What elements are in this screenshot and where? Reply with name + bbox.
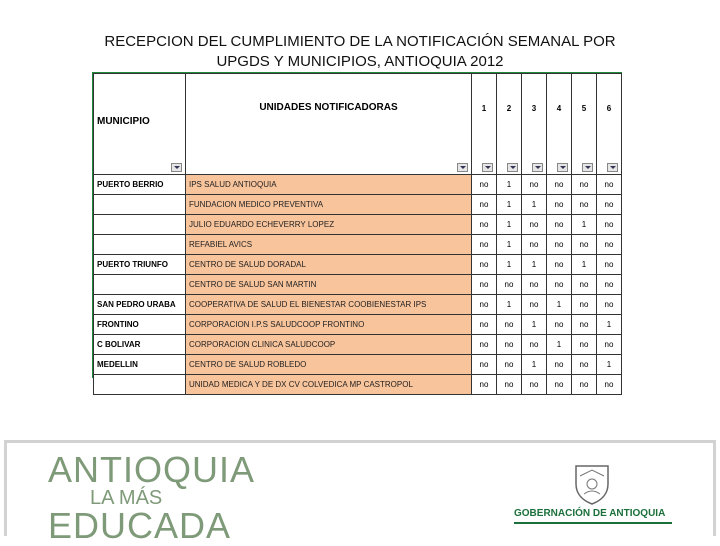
week-label: 5	[581, 104, 587, 113]
header-week-3	[522, 74, 547, 175]
filter-active-icon[interactable]	[457, 163, 468, 172]
filter-dropdown-icon[interactable]	[607, 163, 618, 172]
unidad-cell: JULIO EDUARDO ECHEVERRY LOPEZ	[186, 215, 472, 235]
week-value-cell: no	[522, 275, 547, 295]
header-unidades	[186, 74, 472, 175]
week-value-cell: 1	[572, 255, 597, 275]
week-value-cell: no	[547, 195, 572, 215]
week-value-cell: no	[472, 195, 497, 215]
filter-dropdown-icon[interactable]	[171, 163, 182, 172]
week-value-cell: no	[522, 235, 547, 255]
filter-dropdown-icon[interactable]	[557, 163, 568, 172]
week-value-cell: no	[547, 235, 572, 255]
week-value-cell: no	[522, 375, 547, 395]
header-row	[94, 74, 622, 175]
week-value-cell: 1	[597, 355, 622, 375]
week-value-cell: no	[497, 315, 522, 335]
unidad-cell: CENTRO DE SALUD ROBLEDO	[186, 355, 472, 375]
municipio-cell: C BOLIVAR	[94, 335, 186, 355]
week-value-cell: no	[522, 175, 547, 195]
week-value-cell: 1	[497, 215, 522, 235]
unidad-cell: REFABIEL AVICS	[186, 235, 472, 255]
unidad-cell: CORPORACION CLINICA SALUDCOOP	[186, 335, 472, 355]
municipio-cell	[94, 275, 186, 295]
week-value-cell: no	[572, 195, 597, 215]
week-label: 1	[481, 104, 487, 113]
filter-dropdown-icon[interactable]	[582, 163, 593, 172]
week-value-cell: no	[547, 215, 572, 235]
municipio-cell	[94, 195, 186, 215]
week-value-cell: no	[572, 275, 597, 295]
week-value-cell: no	[572, 335, 597, 355]
table-row	[94, 175, 622, 195]
week-label: 6	[606, 104, 612, 113]
table-row	[94, 355, 622, 375]
table-row	[94, 215, 622, 235]
unidad-cell: CORPORACION I.P.S SALUDCOOP FRONTINO	[186, 315, 472, 335]
slide-title	[60, 32, 660, 72]
table-row	[94, 335, 622, 355]
header-municipio-label: MUNICIPIO	[97, 116, 150, 127]
table-row	[94, 235, 622, 255]
week-value-cell: 1	[497, 175, 522, 195]
week-value-cell: no	[572, 175, 597, 195]
week-value-cell: no	[497, 335, 522, 355]
table-row	[94, 275, 622, 295]
municipio-cell: PUERTO BERRIO	[94, 175, 186, 195]
unidad-cell: IPS SALUD ANTIOQUIA	[186, 175, 472, 195]
slide-title-line-2: UPGDS Y MUNICIPIOS, ANTIOQUIA 2012	[216, 53, 504, 70]
coat-of-arms-icon	[572, 462, 612, 506]
week-value-cell: no	[522, 215, 547, 235]
header-week-4	[547, 74, 572, 175]
week-label: 4	[556, 104, 562, 113]
week-value-cell: 1	[497, 255, 522, 275]
week-value-cell: no	[497, 375, 522, 395]
header-unidades-label: UNIDADES NOTIFICADORAS	[259, 102, 398, 113]
week-value-cell: no	[547, 175, 572, 195]
header-week-2	[497, 74, 522, 175]
week-value-cell: 1	[572, 215, 597, 235]
municipio-cell: SAN PEDRO URABA	[94, 295, 186, 315]
municipio-cell	[94, 375, 186, 395]
week-value-cell: no	[522, 335, 547, 355]
table-row	[94, 295, 622, 315]
week-value-cell: no	[547, 355, 572, 375]
gobernacion-label: GOBERNACIÓN DE ANTIOQUIA	[514, 508, 666, 519]
week-value-cell: no	[597, 235, 622, 255]
table-row	[94, 375, 622, 395]
week-value-cell: 1	[522, 355, 547, 375]
table-row	[94, 195, 622, 215]
unidad-cell: UNIDAD MEDICA Y DE DX CV COLVEDICA MP CASTROPOL	[186, 375, 472, 395]
municipio-cell: FRONTINO	[94, 315, 186, 335]
week-value-cell: no	[472, 235, 497, 255]
week-value-cell: no	[472, 175, 497, 195]
table-row	[94, 255, 622, 275]
slide-title-line-1: RECEPCION DEL CUMPLIMIENTO DE LA NOTIFICACIÓN SEMANAL POR	[104, 33, 616, 50]
logo-line-3: EDUCADA	[48, 505, 232, 546]
week-value-cell: no	[547, 275, 572, 295]
gobernacion-underline	[514, 522, 672, 524]
week-value-cell: no	[597, 255, 622, 275]
week-value-cell: no	[597, 295, 622, 315]
week-value-cell: no	[472, 275, 497, 295]
week-value-cell: 1	[522, 195, 547, 215]
logo-line-2: LA MÁS	[90, 487, 163, 509]
week-value-cell: no	[572, 295, 597, 315]
week-value-cell: no	[472, 215, 497, 235]
week-value-cell: no	[472, 375, 497, 395]
week-value-cell: no	[597, 275, 622, 295]
week-value-cell: no	[597, 335, 622, 355]
table-body	[94, 74, 622, 395]
week-value-cell: no	[547, 315, 572, 335]
table-row	[94, 315, 622, 335]
week-value-cell: no	[472, 255, 497, 275]
week-value-cell: no	[472, 315, 497, 335]
unidad-cell: COOPERATIVA DE SALUD EL BIENESTAR COOBIENESTAR IPS	[186, 295, 472, 315]
week-label: 2	[506, 104, 512, 113]
logo-line-1: ANTIOQUIA	[48, 449, 256, 490]
week-value-cell: 1	[547, 295, 572, 315]
filter-dropdown-icon[interactable]	[532, 163, 543, 172]
notification-table	[93, 73, 622, 395]
week-value-cell: no	[572, 375, 597, 395]
week-value-cell: no	[497, 355, 522, 375]
notification-table-sheet	[92, 72, 622, 389]
week-value-cell: 1	[497, 295, 522, 315]
unidad-cell: CENTRO DE SALUD SAN MARTIN	[186, 275, 472, 295]
week-value-cell: no	[472, 295, 497, 315]
week-value-cell: no	[572, 315, 597, 335]
header-municipio	[94, 74, 186, 175]
municipio-cell: MEDELLIN	[94, 355, 186, 375]
municipio-cell: PUERTO TRIUNFO	[94, 255, 186, 275]
week-value-cell: 1	[597, 315, 622, 335]
week-label: 3	[531, 104, 537, 113]
week-value-cell: 1	[522, 255, 547, 275]
week-value-cell: no	[597, 195, 622, 215]
week-value-cell: no	[547, 255, 572, 275]
week-value-cell: no	[472, 335, 497, 355]
week-value-cell: no	[572, 235, 597, 255]
antioquia-educada-logo	[48, 449, 256, 546]
week-value-cell: no	[472, 355, 497, 375]
week-value-cell: no	[547, 375, 572, 395]
week-value-cell: 1	[547, 335, 572, 355]
municipio-cell	[94, 235, 186, 255]
filter-dropdown-icon[interactable]	[482, 163, 493, 172]
week-value-cell: no	[522, 295, 547, 315]
header-week-1	[472, 74, 497, 175]
unidad-cell: FUNDACION MEDICO PREVENTIVA	[186, 195, 472, 215]
week-value-cell: no	[597, 375, 622, 395]
unidad-cell: CENTRO DE SALUD DORADAL	[186, 255, 472, 275]
week-value-cell: no	[597, 215, 622, 235]
header-week-6	[597, 74, 622, 175]
filter-dropdown-icon[interactable]	[507, 163, 518, 172]
week-value-cell: no	[572, 355, 597, 375]
week-value-cell: 1	[497, 195, 522, 215]
header-week-5	[572, 74, 597, 175]
week-value-cell: 1	[497, 235, 522, 255]
week-value-cell: no	[497, 275, 522, 295]
week-value-cell: no	[597, 175, 622, 195]
week-value-cell: 1	[522, 315, 547, 335]
municipio-cell	[94, 215, 186, 235]
